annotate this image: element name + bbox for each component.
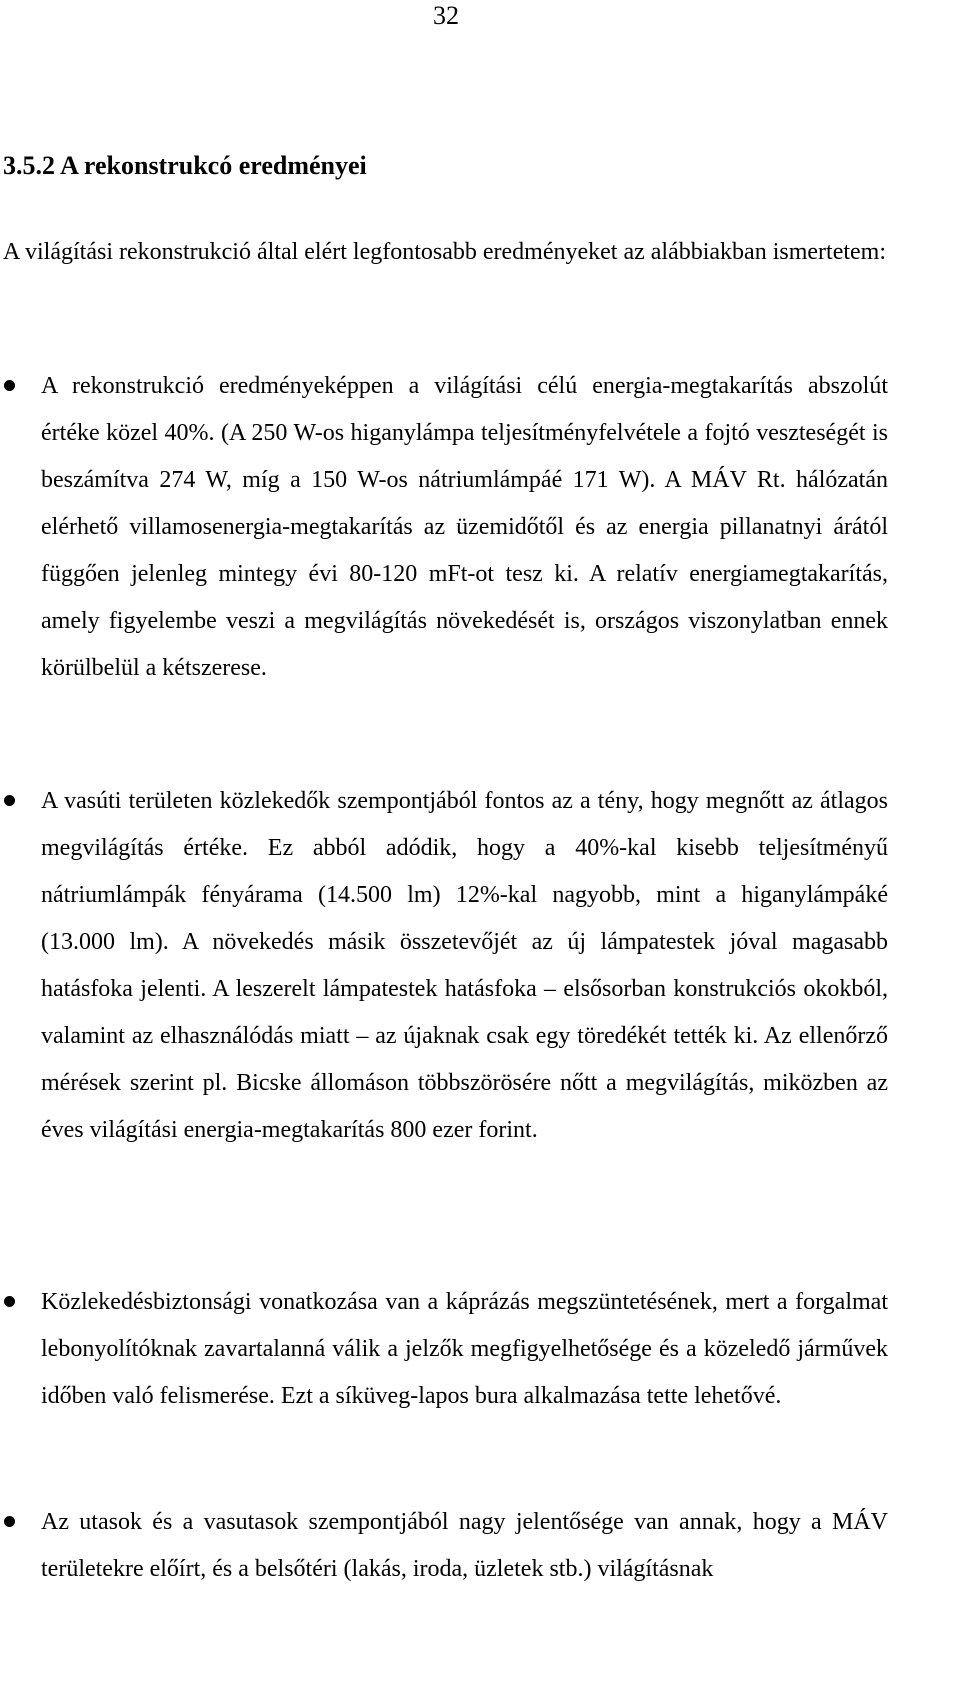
bullet-icon bbox=[4, 795, 15, 806]
page-number: 32 bbox=[433, 1, 459, 30]
intro-paragraph: A világítási rekonstrukció által elért legfontosabb eredményeket az alábbiakban ismertetem: bbox=[3, 239, 887, 265]
bullet-text: A vasúti területen közlekedők szempontjából fontos az a tény, hogy megnőtt az átlagos megvilágítás értéke. Ez abból adódik, hogy a 40%-kal kisebb teljesítményű nátriumlámpák fényárama (14.500 lm) 12%-kal nagyobb, mint a higanylámpáké (13.000 lm). A növekedés másik összetevőjét az új lámpatestek jóval magasabb hatásfoka jelenti. A leszerelt lámpatestek hatásfoka – elsősorban konstrukciós okokból, valamint az elhasználódás miatt – az újaknak csak egy töredékét tették ki. Az ellenőrző mérések szerint pl. Bicske állomáson többszörösére nőtt a megvilágítás, miközben az éves világítási energia-megtakarítás 800 ezer forint. bbox=[41, 788, 888, 1143]
bullet-icon bbox=[4, 1296, 15, 1307]
bullet-text: Közlekedésbiztonsági vonatkozása van a káprázás megszüntetésének, mert a forgalmat lebonyolítóknak zavartalanná válik a jelzők megfigyelhetősége és a közeledő járművek időben való felismerése. Ezt a síküveg-lapos bura alkalmazása tette lehetővé. bbox=[41, 1289, 888, 1409]
bullet-text: A rekonstrukció eredményeképpen a világítási célú energia-megtakarítás abszolút értéke közel 40%. (A 250 W-os higanylámpa teljesítményfelvétele a fojtó veszteségét is beszámítva 274 W, míg a 150 W-os nátriumlámpáé 171 W). A MÁV Rt. hálózatán elérhető villamosenergia-megtakarítás az üzemidőtől és az energia pillanatnyi árától függően jelenleg mintegy évi 80-120 mFt-ot tesz ki. A relatív energiamegtakarítás, amely figyelembe veszi a megvilágítás növekedését is, országos viszonylatban ennek körülbelül a kétszerese. bbox=[41, 373, 888, 681]
bullet-text: Az utasok és a vasutasok szempontjából nagy jelentősége van annak, hogy a MÁV területekre előírt, és a belsőtéri (lakás, iroda, üzletek stb.) világításnak bbox=[41, 1509, 888, 1582]
bullet-icon bbox=[4, 380, 15, 391]
bullet-icon bbox=[4, 1516, 15, 1527]
section-heading: 3.5.2 A rekonstrukcó eredményei bbox=[3, 151, 367, 180]
